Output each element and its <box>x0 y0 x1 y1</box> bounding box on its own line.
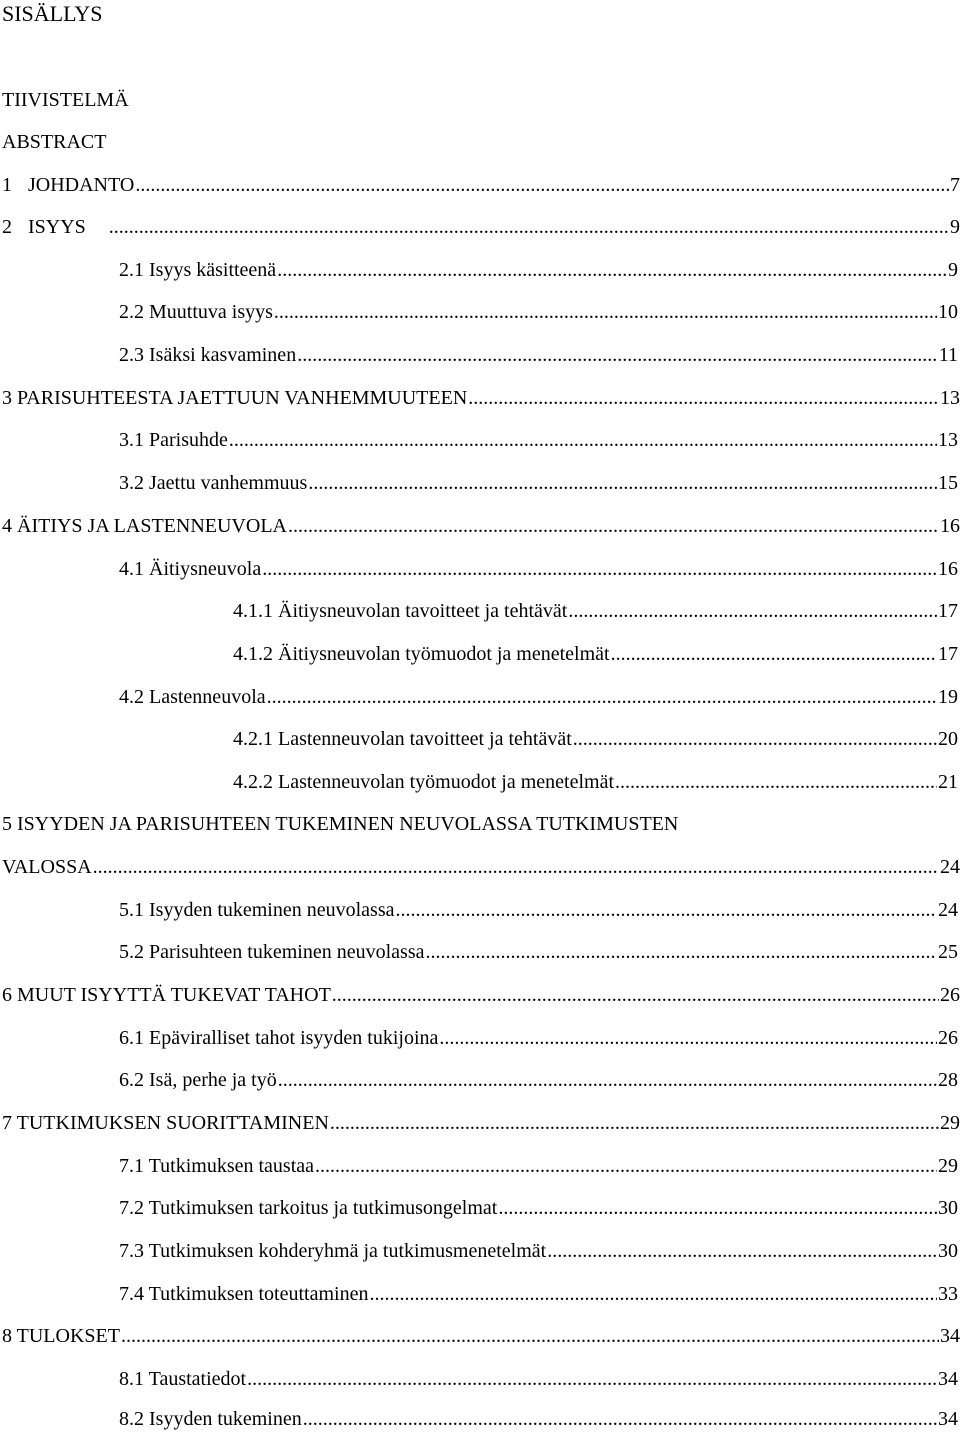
toc-leader-dots <box>396 896 938 924</box>
toc-entry-page: 13 <box>938 429 958 451</box>
toc-entry[interactable] <box>0 1237 958 1265</box>
toc-entry[interactable] <box>0 426 958 454</box>
toc-leader-dots <box>615 768 937 796</box>
toc-entry-label: 3.1 Parisuhde <box>119 429 228 451</box>
toc-entry[interactable] <box>0 341 958 369</box>
toc-entry-label: 2.3 Isäksi kasvaminen <box>119 344 297 366</box>
toc-entry-label: 7.3 Tutkimuksen kohderyhmä ja tutkimusmenetelmät <box>119 1240 547 1262</box>
toc-entry-label: 3.2 Jaettu vanhemmuus <box>119 472 308 494</box>
toc-entry-label: 4 ÄITIYS JA LASTENNEUVOLA <box>2 515 287 537</box>
toc-entry[interactable] <box>0 1322 960 1350</box>
toc-entry-page: 29 <box>940 1112 960 1134</box>
toc-entry-page: 15 <box>938 472 958 494</box>
toc-entry-label: 8.2 Isyyden tukeminen <box>119 1408 302 1430</box>
toc-leader-dots <box>93 853 939 881</box>
toc-leader-dots <box>439 1024 937 1052</box>
toc-entry-label: 8.1 Taustatiedot <box>119 1368 247 1390</box>
toc-leader-dots <box>303 1405 937 1433</box>
toc-leader-dots <box>573 725 937 753</box>
toc-entry-page: 34 <box>940 1325 960 1347</box>
toc-entry[interactable] <box>0 1109 960 1137</box>
toc-entry[interactable] <box>0 981 960 1009</box>
toc-entry[interactable] <box>0 1194 958 1222</box>
toc-entry[interactable] <box>0 469 958 497</box>
toc-entry-page: 26 <box>940 984 960 1006</box>
toc-entry-label: 4.1.2 Äitiysneuvolan työmuodot ja menetelmät <box>233 643 610 665</box>
toc-entry-label: 5.1 Isyyden tukeminen neuvolassa <box>119 899 395 921</box>
toc-entry-label: 1 JOHDANTO <box>2 174 135 196</box>
toc-front-matter-abstract-en[interactable]: ABSTRACT <box>2 131 107 153</box>
toc-leader-dots <box>135 171 949 199</box>
toc-entry-label: 7.4 Tutkimuksen toteuttaminen <box>119 1283 369 1305</box>
toc-leader-dots <box>274 298 937 326</box>
toc-entry-label: 4.2.1 Lastenneuvolan tavoitteet ja tehtävät <box>233 728 572 750</box>
toc-entry-page: 28 <box>938 1069 958 1091</box>
toc-leader-dots <box>278 1066 937 1094</box>
toc-entry-page: 24 <box>938 899 958 921</box>
toc-entry-page: 9 <box>950 216 960 238</box>
toc-entry[interactable] <box>0 938 958 966</box>
toc-leader-dots <box>308 469 937 497</box>
toc-entry-label: 2.2 Muuttuva isyys <box>119 301 273 323</box>
toc-entry[interactable] <box>0 1066 958 1094</box>
toc-entry-label: 6.2 Isä, perhe ja työ <box>119 1069 277 1091</box>
toc-entry-label: 7 TUTKIMUKSEN SUORITTAMINEN <box>2 1112 329 1134</box>
toc-leader-dots <box>297 341 938 369</box>
toc-entry-page: 19 <box>938 686 958 708</box>
toc-leader-dots <box>109 213 949 241</box>
toc-entry-page: 33 <box>938 1283 958 1305</box>
toc-entry-page: 16 <box>938 558 958 580</box>
toc-entry-page: 34 <box>938 1408 958 1430</box>
toc-entry-label: 2 ISYYS <box>2 216 86 238</box>
toc-entry-label: VALOSSA <box>2 856 92 878</box>
toc-leader-dots <box>330 1109 939 1137</box>
toc-entry-label: 3 PARISUHTEESTA JAETTUUN VANHEMMUUTEEN <box>2 387 468 409</box>
toc-entry-label: 4.2 Lastenneuvola <box>119 686 266 708</box>
toc-entry-label: 4.1 Äitiysneuvola <box>119 558 262 580</box>
toc-entry-label: 2.1 Isyys käsitteenä <box>119 259 277 281</box>
toc-entry[interactable] <box>0 384 960 412</box>
toc-entry[interactable] <box>0 597 958 625</box>
toc-entry[interactable] <box>0 1280 958 1308</box>
toc-entry[interactable] <box>0 512 960 540</box>
toc-entry[interactable] <box>0 640 958 668</box>
toc-entry[interactable] <box>0 555 958 583</box>
toc-entry-page: 17 <box>938 643 958 665</box>
toc-entry-page: 34 <box>938 1368 958 1390</box>
toc-entry-page: 7 <box>950 174 960 196</box>
toc-entry[interactable] <box>0 171 960 199</box>
toc-leader-dots <box>229 426 937 454</box>
toc-entry-label: 7.2 Tutkimuksen tarkoitus ja tutkimusongelmat <box>119 1197 498 1219</box>
toc-entry-page: 17 <box>938 600 958 622</box>
toc-entry[interactable] <box>0 256 958 284</box>
toc-leader-dots <box>369 1280 937 1308</box>
toc-leader-dots <box>547 1237 937 1265</box>
page-title: SISÄLLYS <box>2 1 103 26</box>
toc-leader-dots <box>121 1322 939 1350</box>
toc-leader-dots <box>332 981 939 1009</box>
toc-leader-dots <box>262 555 937 583</box>
toc-entry-page: 30 <box>938 1197 958 1219</box>
toc-entry-page: 11 <box>938 344 958 366</box>
toc-leader-dots <box>498 1194 937 1222</box>
toc-entry[interactable] <box>0 725 958 753</box>
toc-entry[interactable] <box>0 1365 958 1393</box>
toc-entry-label: 6.1 Epäviralliset tahot isyyden tukijoina <box>119 1027 439 1049</box>
toc-entry-page: 21 <box>938 771 958 793</box>
toc-entry-label: 4.1.1 Äitiysneuvolan tavoitteet ja tehtävät <box>233 600 568 622</box>
toc-entry-label: 5.2 Parisuhteen tukeminen neuvolassa <box>119 941 425 963</box>
toc-entry-label: 8 TULOKSET <box>2 1325 120 1347</box>
toc-leader-dots <box>611 640 937 668</box>
toc-entry-page: 25 <box>938 941 958 963</box>
toc-leader-dots <box>267 683 937 711</box>
toc-entry[interactable] <box>0 1405 958 1433</box>
toc-entry[interactable] <box>0 896 958 924</box>
toc-entry-page: 10 <box>938 301 958 323</box>
toc-entry-page: 16 <box>940 515 960 537</box>
toc-leader-dots <box>426 938 938 966</box>
toc-entry-page: 9 <box>948 259 958 281</box>
toc-entry-label-line1[interactable]: 5 ISYYDEN JA PARISUHTEEN TUKEMINEN NEUVOLASSA TUTKIMUSTEN <box>2 813 679 835</box>
toc-entry-page: 13 <box>940 387 960 409</box>
toc-leader-dots <box>288 512 939 540</box>
toc-entry-page: 26 <box>938 1027 958 1049</box>
toc-entry[interactable] <box>0 1024 958 1052</box>
toc-entry[interactable] <box>0 1152 958 1180</box>
toc-entry-label: 7.1 Tutkimuksen taustaa <box>119 1155 315 1177</box>
toc-entry[interactable] <box>0 853 960 881</box>
toc-entry[interactable] <box>0 768 958 796</box>
toc-front-matter-abstract-fi[interactable]: TIIVISTELMÄ <box>2 89 129 111</box>
toc-entry-label: 4.2.2 Lastenneuvolan työmuodot ja menetelmät <box>233 771 615 793</box>
toc-leader-dots <box>568 597 937 625</box>
toc-leader-dots <box>315 1152 937 1180</box>
toc-leader-dots <box>247 1365 937 1393</box>
toc-entry-page: 24 <box>940 856 960 878</box>
toc-entry-page: 30 <box>938 1240 958 1262</box>
toc-entry-page: 29 <box>938 1155 958 1177</box>
toc-leader-dots <box>468 384 939 412</box>
toc-entry[interactable] <box>0 298 958 326</box>
toc-entry-label: 6 MUUT ISYYTTÄ TUKEVAT TAHOT <box>2 984 331 1006</box>
toc-entry[interactable] <box>0 683 958 711</box>
toc-entry[interactable] <box>0 213 960 241</box>
toc-entry-page: 20 <box>938 728 958 750</box>
toc-leader-dots <box>277 256 947 284</box>
